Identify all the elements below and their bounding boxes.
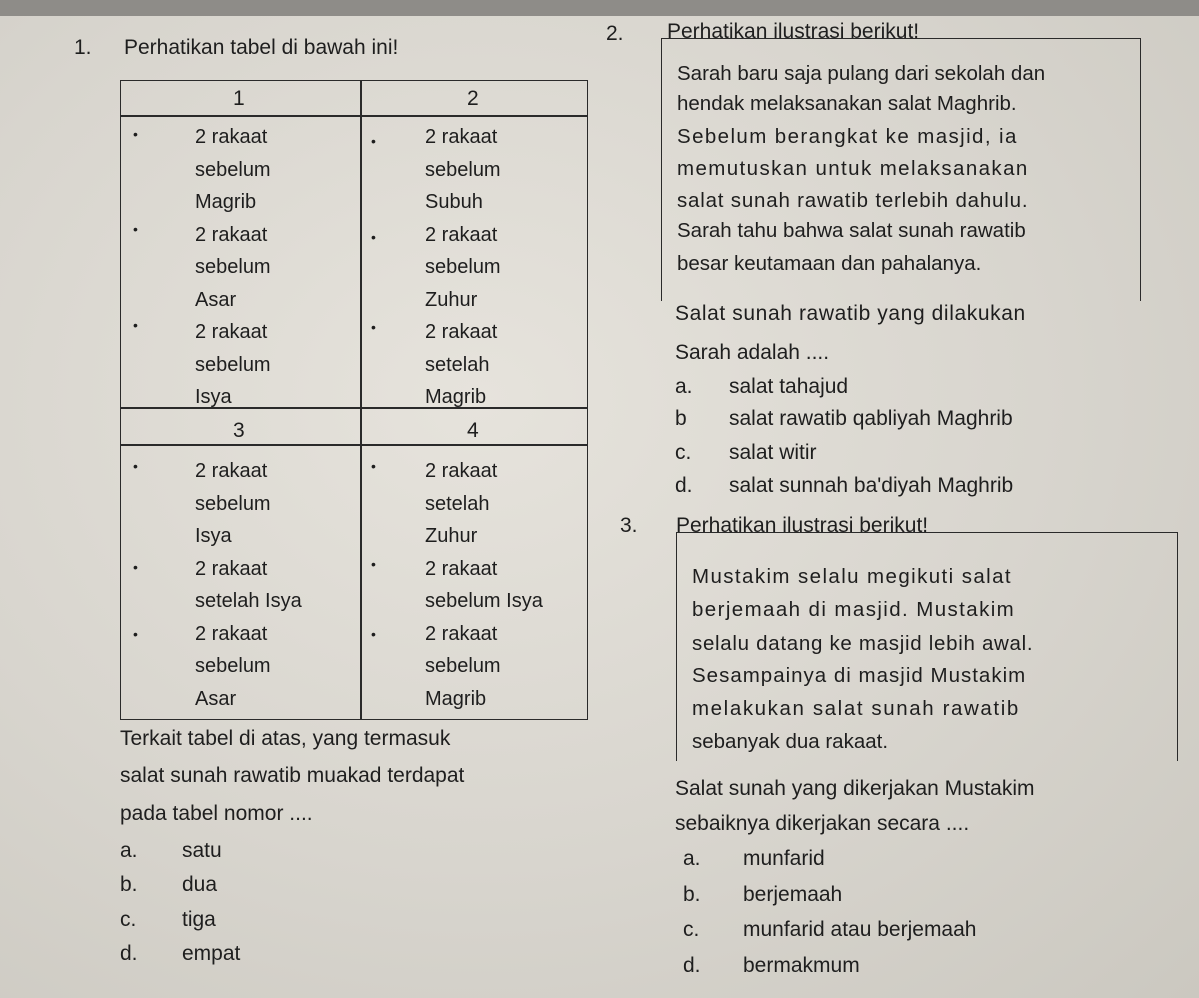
bullet-icon: • [133,317,138,333]
table-column-divider [360,81,362,719]
q2-option-d[interactable]: salat sunnah ba'diyah Maghrib [729,474,1014,497]
q2-box-line-7: besar keutamaan dan pahalanya. [677,252,982,275]
table-cell-4: 2 rakaat setelah Zuhur 2 rakaat sebelum Isya 2 rakaat sebelum Magrib [425,460,543,710]
q1-question-line-1: Terkait tabel di atas, yang termasuk [120,727,451,750]
bullet-icon: • [371,458,376,474]
q2-box-line-1: Sarah baru saja pulang dari sekolah dan [677,62,1046,85]
q3-box-line-6: sebanyak dua rakaat. [692,730,889,753]
q1-table [120,80,588,720]
q2-box-line-2: hendak melaksanakan salat Maghrib. [677,92,1017,115]
q2-option-b-letter: b [675,407,687,430]
q1-option-c[interactable]: tiga [182,908,216,931]
table-cell-3: 2 rakaat sebelum Isya 2 rakaat setelah Isya 2 rakaat sebelum Asar [195,460,302,710]
table-header-3: 3 [233,419,245,442]
table-cell-2: 2 rakaat sebelum Subuh 2 rakaat sebelum Zuhur 2 rakaat setelah Magrib [425,126,501,408]
table-cell-1: 2 rakaat sebelum Magrib 2 rakaat sebelum Asar 2 rakaat sebelum Isya [195,126,271,408]
q3-box-line-2: berjemaah di masjid. Mustakim [692,598,1016,621]
q1-option-c-letter: c. [120,908,137,931]
bullet-icon: • [133,458,138,474]
q1-number: 1. [74,36,92,59]
bullet-icon: • [133,559,138,575]
table-row-divider [121,444,587,446]
table-header-2: 2 [467,87,479,110]
q2-box-line-6: Sarah tahu bahwa salat sunah rawatib [677,219,1026,242]
q3-box-line-5: melakukan salat sunah rawatib [692,697,1020,720]
table-header-4: 4 [467,419,479,442]
q3-box-line-4: Sesampainya di masjid Mustakim [692,664,1027,687]
q2-prompt: Perhatikan ilustrasi berikut! [667,20,920,43]
q1-question-line-2: salat sunah rawatib muakad terdapat [120,764,465,787]
q1-option-a[interactable]: satu [182,839,222,862]
bullet-icon: • [133,126,138,142]
q2-box-line-4: memutuskan untuk melaksanakan [677,157,1029,180]
q2-option-b[interactable]: salat rawatib qabliyah Maghrib [729,407,1013,430]
q3-option-d-letter: d. [683,954,701,977]
q3-option-b[interactable]: berjemaah [743,883,843,906]
q2-question-line-1: Salat sunah rawatib yang dilakukan [675,302,1026,325]
table-header-1: 1 [233,87,245,110]
q1-option-a-letter: a. [120,839,138,862]
q1-prompt: Perhatikan tabel di bawah ini! [124,36,399,59]
q3-option-b-letter: b. [683,883,701,906]
bullet-icon: • [371,626,376,642]
q2-option-a-letter: a. [675,375,693,398]
q2-option-c[interactable]: salat witir [729,441,817,464]
bullet-icon: • [133,626,138,642]
bullet-icon: • [371,133,376,149]
page-top-edge [0,0,1199,16]
table-row-divider [121,115,587,117]
table-row-divider [121,407,587,409]
bullet-icon: • [371,229,376,245]
q1-question-line-3: pada tabel nomor .... [120,802,313,825]
q1-option-b[interactable]: dua [182,873,218,896]
q3-box-line-3: selalu datang ke masjid lebih awal. [692,632,1034,655]
bullet-icon: • [371,556,376,572]
q3-option-c[interactable]: munfarid atau berjemaah [743,918,977,941]
q2-question-line-2: Sarah adalah .... [675,341,830,364]
q2-box-line-3: Sebelum berangkat ke masjid, ia [677,125,1018,148]
q3-option-c-letter: c. [683,918,700,941]
q2-option-d-letter: d. [675,474,693,497]
q3-question-line-1: Salat sunah yang dikerjakan Mustakim [675,777,1035,800]
q1-option-d[interactable]: empat [182,942,241,965]
q3-prompt: Perhatikan ilustrasi berikut! [676,514,929,537]
q3-option-a[interactable]: munfarid [743,847,825,870]
q3-question-line-2: sebaiknya dikerjakan secara .... [675,812,970,835]
q3-number: 3. [620,514,638,537]
bullet-icon: • [371,319,376,335]
q2-box-line-5: salat sunah rawatib terlebih dahulu. [677,189,1029,212]
q3-box-line-1: Mustakim selalu megikuti salat [692,565,1012,588]
q2-option-a[interactable]: salat tahajud [729,375,849,398]
q1-option-d-letter: d. [120,942,138,965]
q1-option-b-letter: b. [120,873,138,896]
bullet-icon: • [133,221,138,237]
q3-option-a-letter: a. [683,847,701,870]
q2-number: 2. [606,22,624,45]
q2-option-c-letter: c. [675,441,692,464]
q3-option-d[interactable]: bermakmum [743,954,860,977]
